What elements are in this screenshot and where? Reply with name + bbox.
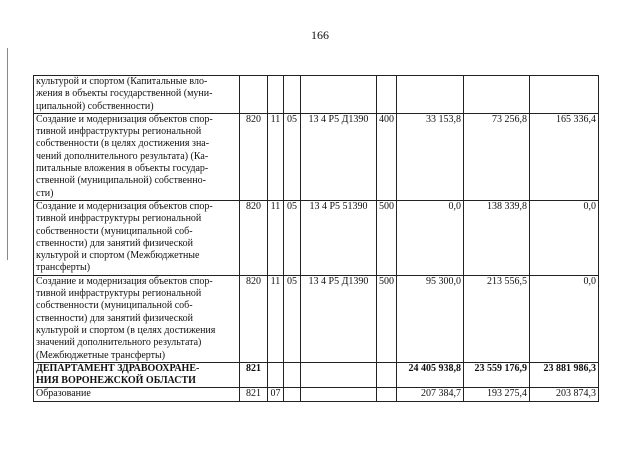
cell-rz: [268, 362, 284, 388]
cell-csr: [301, 362, 377, 388]
cell-name: Создание и модернизация объектов спор- тивной инфраструктуры региональной собственности (муниципальной соб- ственности) для занятий физической культурой и спортом (Межбюджетные трансферты): [34, 200, 240, 275]
cell-amount-year-3: [530, 76, 599, 114]
table-row: [34, 76, 599, 114]
cell-amount-year-1: 95 300,0: [397, 275, 464, 362]
cell-amount-year-2: 23 559 176,9: [464, 362, 530, 388]
cell-vr: [377, 362, 397, 388]
cell-csr: 13 4 Р5 Д1390: [301, 113, 377, 200]
cell-amount-year-3: 203 874,3: [530, 388, 599, 401]
cell-ved: [240, 76, 268, 114]
cell-vr: [377, 388, 397, 401]
cell-rz: 11: [268, 275, 284, 362]
cell-ved: 821: [240, 388, 268, 401]
budget-table: [33, 75, 599, 402]
cell-csr: [301, 76, 377, 114]
cell-amount-year-3: 0,0: [530, 275, 599, 362]
cell-ved: 820: [240, 113, 268, 200]
cell-amount-year-1: 207 384,7: [397, 388, 464, 401]
cell-rz: 11: [268, 113, 284, 200]
cell-amount-year-1: 24 405 938,8: [397, 362, 464, 388]
cell-pr: [284, 76, 301, 114]
cell-pr: 05: [284, 113, 301, 200]
cell-name: Создание и модернизация объектов спор- тивной инфраструктуры региональной собственности (муниципальной соб- ственности) для занятий физической культурой и спортом (в целях достижения значений дополнительного результата) (Межбюджетные трансферты): [34, 275, 240, 362]
cell-name: культурой и спортом (Капитальные вло- жения в объекты государственной (муни- ципальной) собственности): [34, 76, 240, 114]
cell-amount-year-2: 193 275,4: [464, 388, 530, 401]
cell-ved: 821: [240, 362, 268, 388]
cell-csr: 13 4 Р5 51390: [301, 200, 377, 275]
cell-amount-year-2: [464, 76, 530, 114]
cell-amount-year-1: 0,0: [397, 200, 464, 275]
cell-vr: 500: [377, 200, 397, 275]
cell-csr: 13 4 Р5 Д1390: [301, 275, 377, 362]
cell-pr: [284, 362, 301, 388]
cell-vr: 500: [377, 275, 397, 362]
cell-pr: [284, 388, 301, 401]
cell-rz: 07: [268, 388, 284, 401]
cell-rz: [268, 76, 284, 114]
cell-pr: 05: [284, 275, 301, 362]
cell-amount-year-3: 165 336,4: [530, 113, 599, 200]
department-row: [34, 362, 599, 388]
cell-rz: 11: [268, 200, 284, 275]
cell-vr: 400: [377, 113, 397, 200]
table-row: [34, 200, 599, 275]
scan-edge-line: [7, 48, 8, 260]
table-row: [34, 388, 599, 401]
cell-csr: [301, 388, 377, 401]
page-number: 166: [311, 28, 329, 42]
cell-name: Создание и модернизация объектов спор- тивной инфраструктуры региональной собственности (в целях достижения зна- чений дополнительного результата) (Ка- питальные вложения в объекты государ- ственной (муниципальной) собственно- сти): [34, 113, 240, 200]
cell-pr: 05: [284, 200, 301, 275]
cell-amount-year-2: 138 339,8: [464, 200, 530, 275]
cell-amount-year-3: 23 881 986,3: [530, 362, 599, 388]
cell-ved: 820: [240, 200, 268, 275]
cell-amount-year-1: [397, 76, 464, 114]
cell-amount-year-2: 73 256,8: [464, 113, 530, 200]
table-row: [34, 113, 599, 200]
cell-amount-year-2: 213 556,5: [464, 275, 530, 362]
cell-amount-year-3: 0,0: [530, 200, 599, 275]
cell-name: ДЕПАРТАМЕНТ ЗДРАВООХРАНЕ- НИЯ ВОРОНЕЖСКОЙ ОБЛАСТИ: [34, 362, 240, 388]
cell-vr: [377, 76, 397, 114]
cell-ved: 820: [240, 275, 268, 362]
cell-amount-year-1: 33 153,8: [397, 113, 464, 200]
cell-name: Образование: [34, 388, 240, 401]
table-row: [34, 275, 599, 362]
